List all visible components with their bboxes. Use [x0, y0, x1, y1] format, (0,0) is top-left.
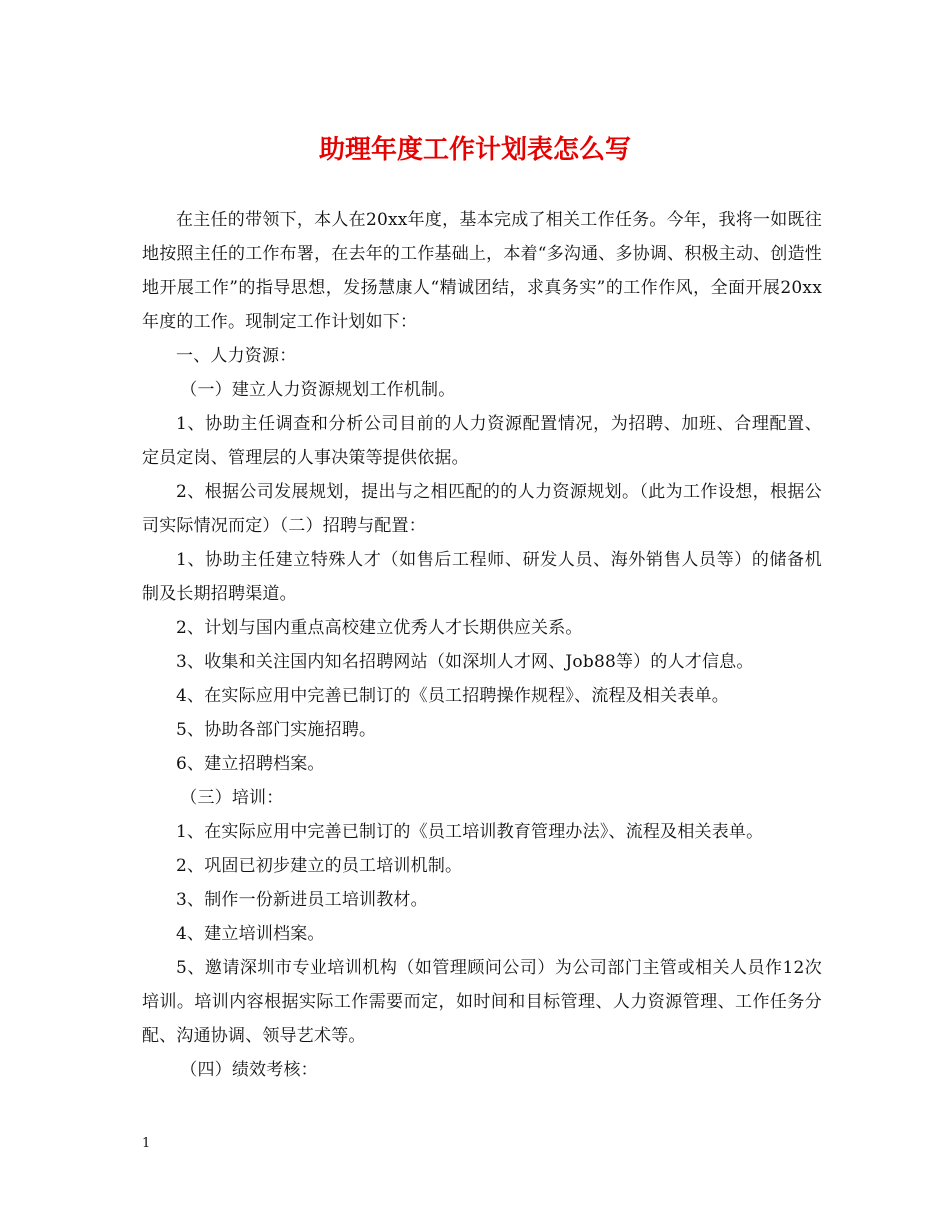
list-item: 4、在实际应用中完善已制订的《员工招聘操作规程》、流程及相关表单。 [176, 686, 729, 706]
list-item: 6、建立招聘档案。 [176, 754, 325, 774]
document-body [142, 203, 822, 1087]
list-item: 3、制作一份新进员工培训教材。 [176, 890, 428, 910]
page-number: 1 [142, 1136, 151, 1151]
intro-paragraph: 在主任的带领下，本人在20xx年度，基本完成了相关工作任务。今年，我将一如既往地按照主任的工作布署，在去年的工作基础上，本着“多沟通、多协调、积极主动、创造性地开展工作”的指导思想，发扬慧康人“精诚团结，求真务实”的工作作风，全面开展20xx年度的工作。现制定工作计划如下： [142, 210, 822, 332]
list-item: 1、协助主任调查和分析公司目前的人力资源配置情况，为招聘、加班、合理配置、定员定岗、管理层的人事决策等提供依据。 [142, 414, 822, 468]
list-item: 4、建立培训档案。 [176, 924, 325, 944]
subsection-heading-planning: （一）建立人力资源规划工作机制。 [180, 380, 456, 400]
list-item: 5、协助各部门实施招聘。 [176, 720, 377, 740]
list-item: 1、在实际应用中完善已制订的《员工培训教育管理办法》、流程及相关表单。 [176, 822, 764, 842]
list-item: 1、协助主任建立特殊人才（如售后工程师、研发人员、海外销售人员等）的储备机制及长期招聘渠道。 [142, 550, 822, 604]
subsection-heading-training: （三）培训： [180, 788, 284, 808]
list-item: 2、巩固已初步建立的员工培训机制。 [176, 856, 463, 876]
subsection-heading-performance: （四）绩效考核： [180, 1060, 318, 1080]
section-heading-hr: 一、人力资源： [176, 346, 297, 366]
list-item: 2、计划与国内重点高校建立优秀人才长期供应关系。 [176, 618, 583, 638]
list-item: 5、邀请深圳市专业培训机构（如管理顾问公司）为公司部门主管或相关人员作12次培训。培训内容根据实际工作需要而定，如时间和目标管理、人力资源管理、工作任务分配、沟通协调、领导艺术等。 [142, 958, 822, 1046]
list-item: 3、收集和关注国内知名招聘网站（如深圳人才网、Job88等）的人才信息。 [176, 652, 754, 672]
list-item: 2、根据公司发展规划，提出与之相匹配的的人力资源规划。（此为工作设想，根据公司实际情况而定）（二）招聘与配置： [142, 482, 822, 536]
page-title: 助理年度工作计划表怎么写 [318, 135, 631, 165]
